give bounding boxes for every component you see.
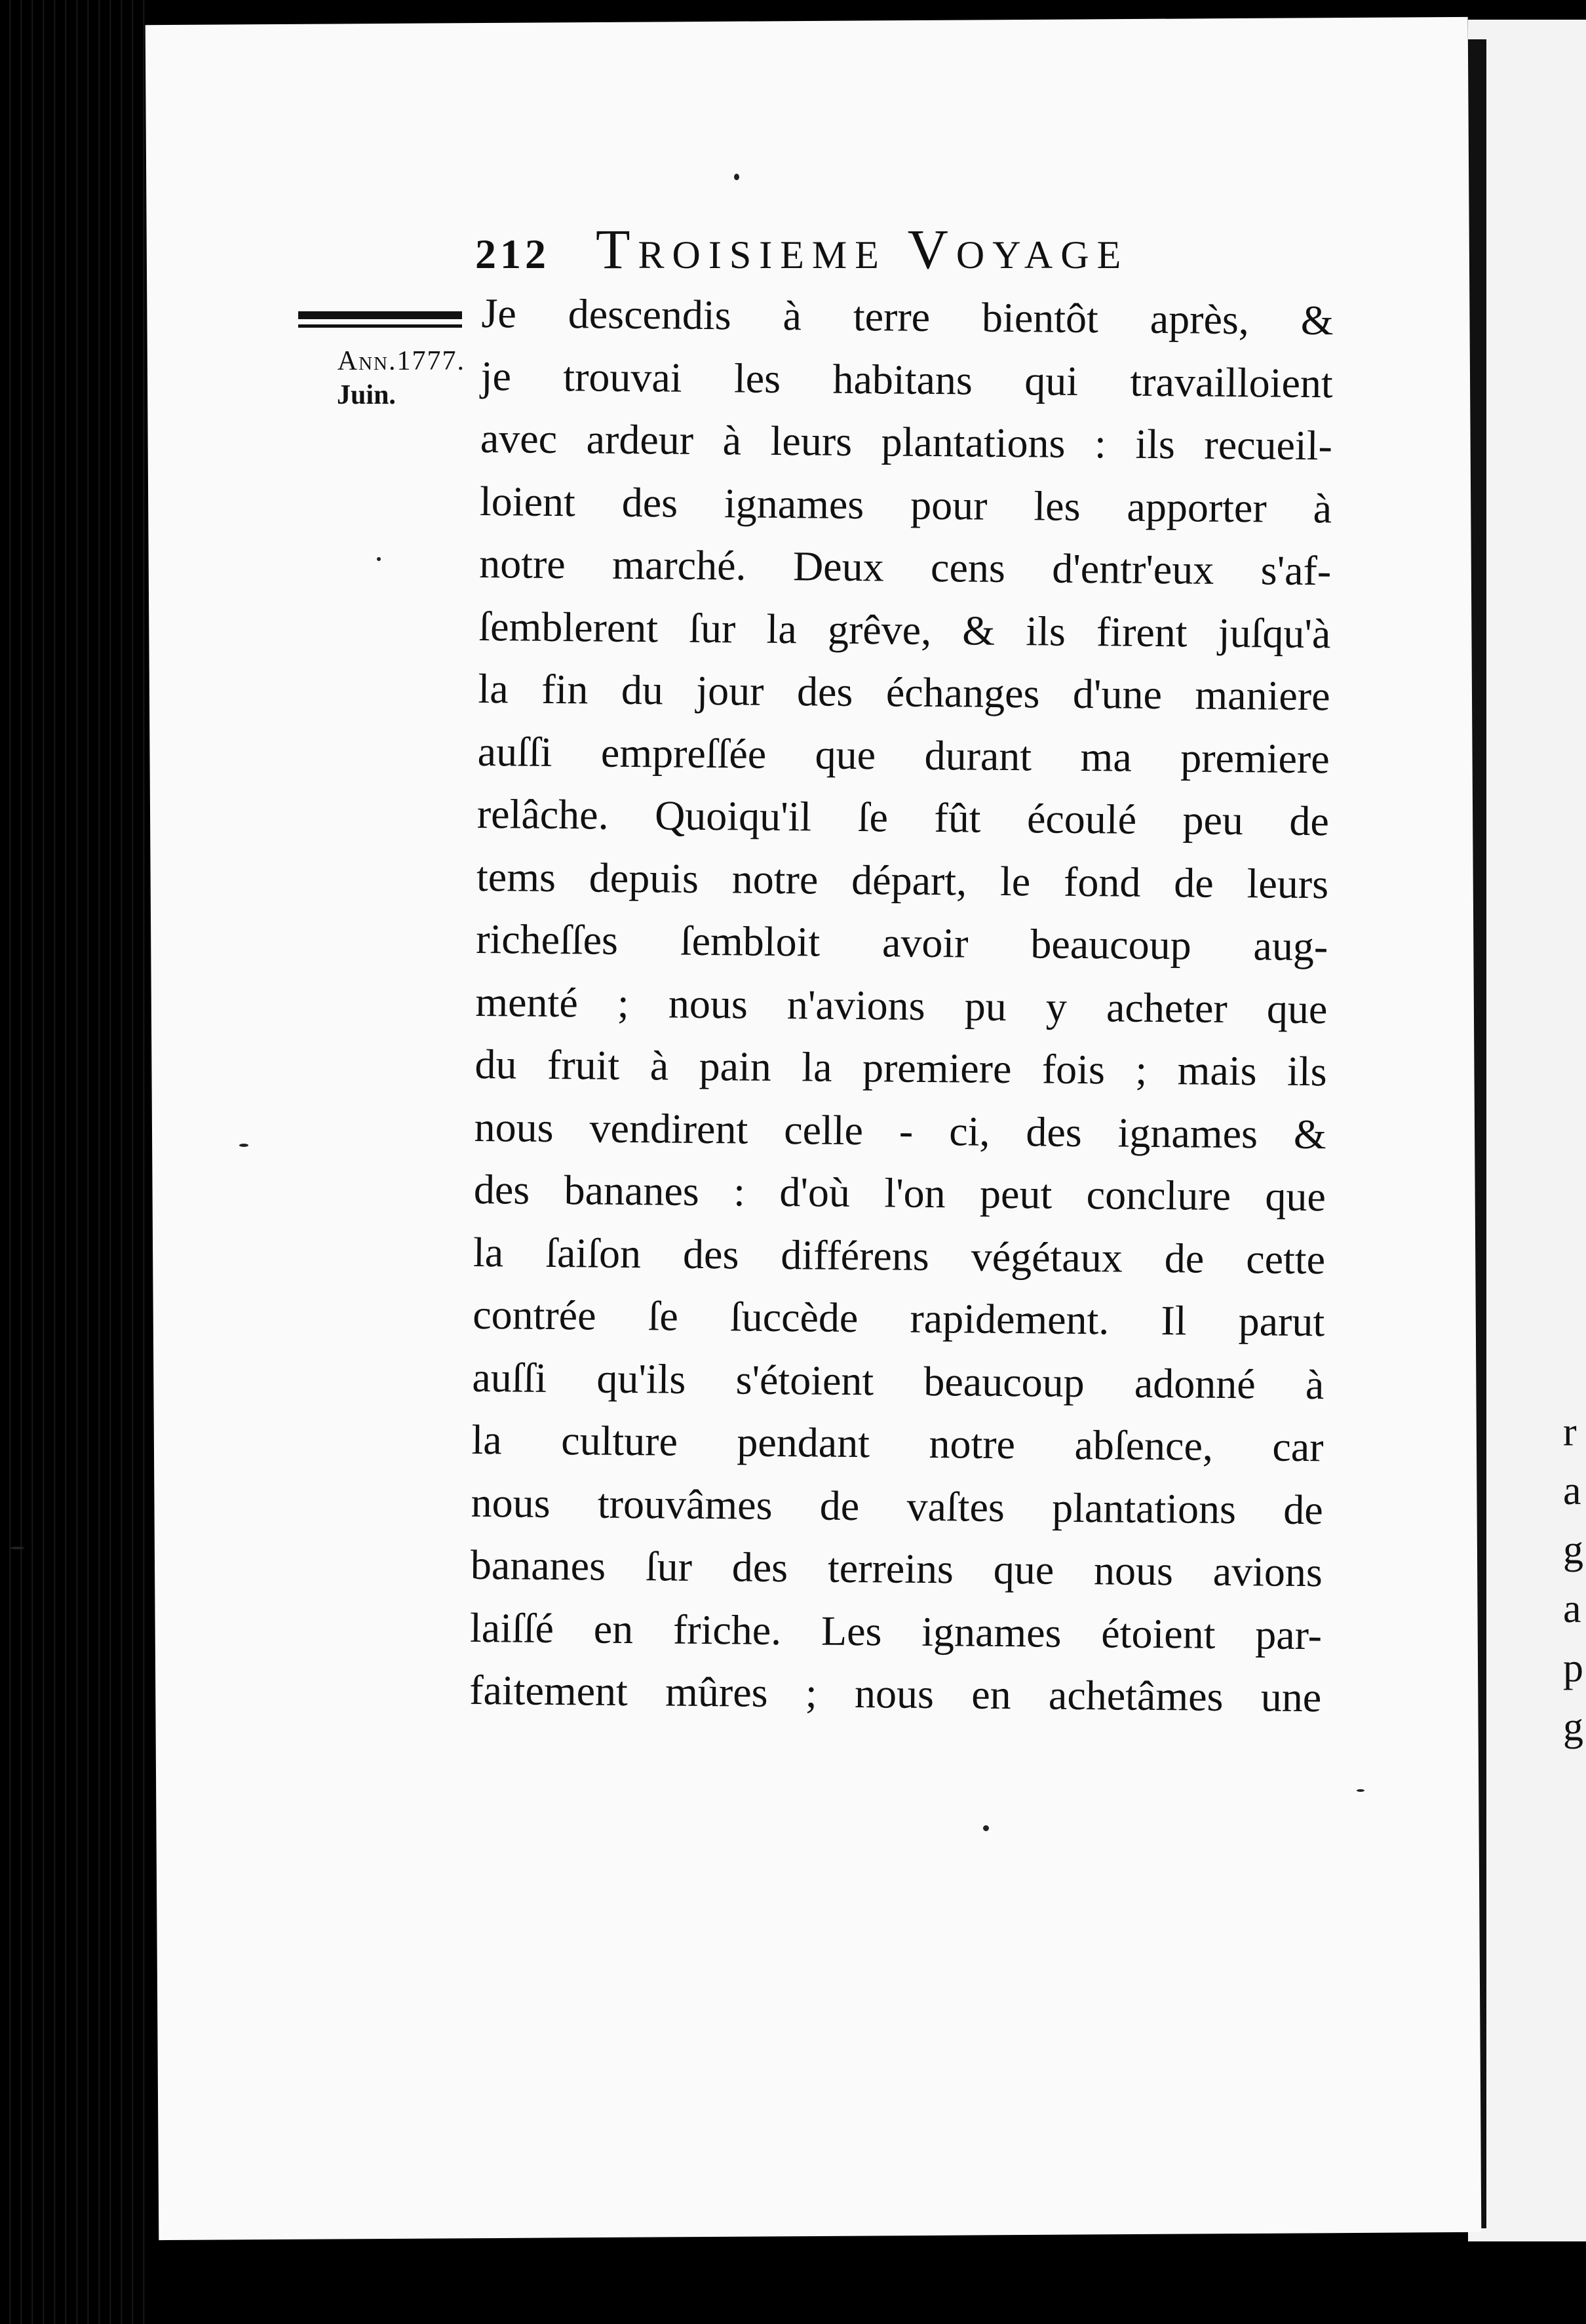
body-line: faitement mûres ; nous en achetâmes une xyxy=(469,1666,1322,1721)
margin-note-year: Ann.1777. xyxy=(337,346,465,376)
body-line: contrée ſe ſuccède rapidement. Il parut xyxy=(472,1290,1325,1346)
body-line: la ſaiſon des différens végétaux de cette xyxy=(473,1228,1326,1283)
body-line: auſſi empreſſée que durant ma premiere xyxy=(477,727,1330,782)
ink-speck xyxy=(1357,1789,1364,1792)
body-line: menté ; nous n'avions pu y acheter que xyxy=(475,978,1328,1032)
body-line: nous trouvâmes de vaſtes plantations de xyxy=(471,1479,1324,1533)
body-line: bananes ſur des terreins que nous avions xyxy=(470,1541,1323,1596)
facing-page-letters xyxy=(1563,1403,1586,1756)
body-line: loient des ignames pour les apporter à xyxy=(479,477,1332,532)
running-title: Troisieme Voyage xyxy=(596,218,1129,281)
body-line: laiſſé en friche. Les ignames étoient par- xyxy=(469,1604,1323,1658)
body-line: avec ardeur à leurs plantations : ils recueil- xyxy=(480,414,1333,469)
ink-speck xyxy=(10,1547,24,1549)
edge-letter: g xyxy=(1563,1528,1583,1572)
ink-speck xyxy=(983,1825,989,1831)
body-line: Je descendis à terre bientôt après, & xyxy=(481,289,1334,344)
ink-speck xyxy=(377,557,381,561)
book-binding-shadow xyxy=(0,0,152,2324)
margin-rule-thick xyxy=(298,311,462,319)
page-number: 212 xyxy=(475,231,550,277)
body-line: tems depuis notre départ, le fond de leurs xyxy=(476,853,1329,907)
margin-note xyxy=(294,344,465,412)
margin-rule-thin xyxy=(298,324,462,328)
body-line: des bananes : d'où l'on peut conclure que xyxy=(473,1165,1326,1220)
body-line: notre marché. Deux cens d'entr'eux s'af- xyxy=(478,539,1332,594)
body-line: relâche. Quoiqu'il ſe fût écoulé peu de xyxy=(476,790,1330,845)
edge-letter: g xyxy=(1563,1705,1583,1749)
body-line: je trouvai les habitans qui travailloient xyxy=(480,352,1334,406)
ink-speck xyxy=(734,174,739,180)
ink-speck xyxy=(239,1144,248,1147)
body-line: nous vendirent celle - ci, des ignames & xyxy=(474,1103,1327,1157)
body-line: auſſi qu'ils s'étoient beaucoup adonné à xyxy=(472,1353,1325,1408)
edge-letter: a xyxy=(1563,1469,1581,1513)
margin-note-month: Juin. xyxy=(337,380,396,410)
body-text xyxy=(469,282,1334,1729)
body-line: la fin du jour des échanges d'une maniere xyxy=(478,665,1330,720)
edge-letter: p xyxy=(1563,1646,1583,1690)
body-line: ſemblerent ſur la grêve, & ils firent juſqu'à xyxy=(478,602,1331,657)
page-header xyxy=(475,216,1262,288)
body-line: richeſſes ſembloit avoir beaucoup aug- xyxy=(475,915,1328,970)
edge-letter: a xyxy=(1563,1587,1581,1631)
body-line: la culture pendant notre abſence, car xyxy=(471,1416,1324,1471)
body-line: du fruit à pain la premiere fois ; mais ils xyxy=(474,1040,1327,1095)
edge-letter: r xyxy=(1563,1410,1577,1454)
